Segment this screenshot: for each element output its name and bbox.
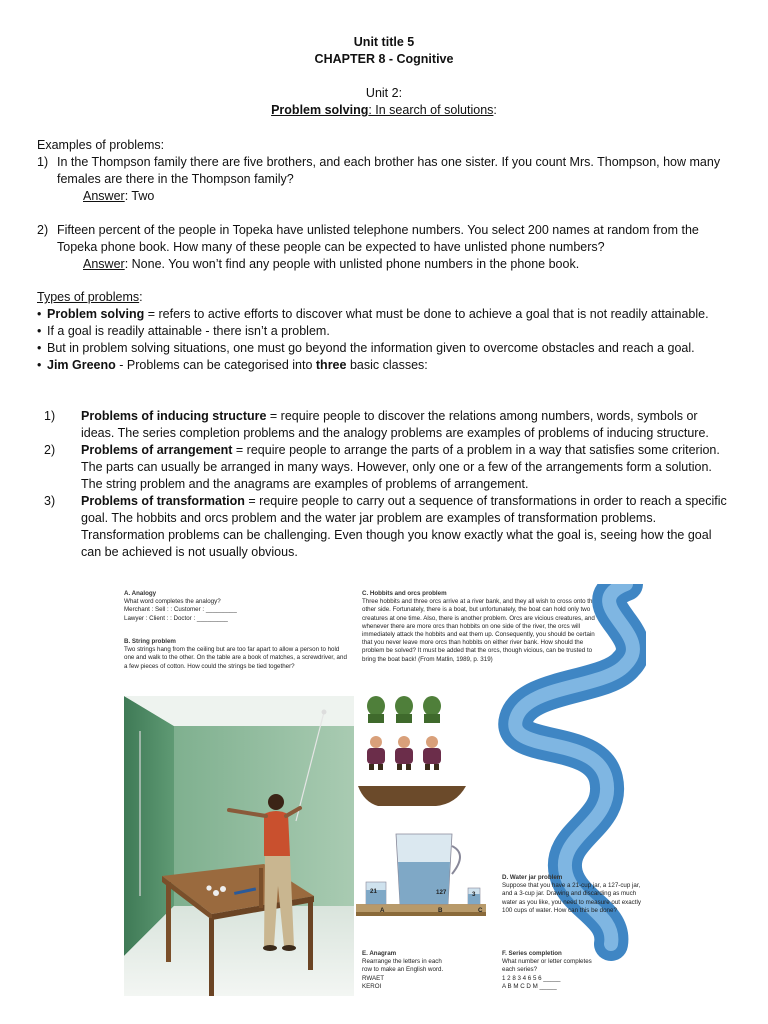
chapter-title: CHAPTER 8 - Cognitive <box>314 52 454 66</box>
examples-heading: Examples of problems: <box>37 138 165 152</box>
anagram-title: E. Anagram <box>362 950 397 957</box>
bullet-text: If a goal is readily attainable - there isn’t a problem. <box>47 324 330 338</box>
analogy-line: Lawyer : Client : : Doctor : _________ <box>124 614 228 622</box>
example-answer <box>37 256 737 273</box>
anagram-block <box>362 950 482 991</box>
class-description: = require people to discover the relations among numbers, words, symbols or ideas. The series completion problems and the analogy problems are examples of problems of inducing structure. <box>81 409 709 440</box>
class-text <box>44 493 734 561</box>
jar-a-number: 21 <box>370 888 377 895</box>
string-block <box>124 638 349 671</box>
waterjar-text: Suppose that you have a 21-cup jar, a 127-cup jar, and a 3-cup jar. Drawing and discarding as much water as you like, you need to measure out exactly 100 cups of water. How can this be done? <box>502 882 641 914</box>
bullet-bold: Problem solving <box>47 307 145 321</box>
anagram-line: row to make an English word. <box>362 966 444 974</box>
bullet-item <box>37 306 737 323</box>
boat-icon <box>358 786 466 806</box>
analogy-block <box>124 590 349 623</box>
bullet-icon: • <box>37 307 42 321</box>
jar-b-number: 127 <box>436 889 447 896</box>
answer-label: Answer <box>83 257 125 271</box>
transformation-illustrations <box>356 584 646 996</box>
types-heading-end: : <box>139 290 143 304</box>
series-title: F. Series completion <box>502 950 562 957</box>
unit-subtitle <box>0 102 768 119</box>
bullet-bold-2: three <box>315 358 347 372</box>
string-problem-illustration <box>124 696 354 996</box>
anagram-line: KEROI <box>362 982 382 990</box>
types-heading-label: Types of problems <box>37 290 140 304</box>
class-item <box>44 493 734 561</box>
types-heading <box>37 289 737 306</box>
example-number: 1) <box>37 155 49 169</box>
analogy-title: A. Analogy <box>124 590 157 597</box>
unit-title: Unit title 5 <box>353 35 415 49</box>
bullet-text: But in problem solving situations, one must go beyond the information given to overcome obstacles and reach a goal. <box>47 341 695 355</box>
bullet-item <box>37 323 737 340</box>
jar-c-number: 3 <box>472 891 476 898</box>
example-answer <box>37 188 737 205</box>
types-section <box>37 289 737 374</box>
example-item <box>37 222 737 273</box>
series-block <box>502 950 642 991</box>
bullet-icon: • <box>37 324 42 338</box>
jar-c-label: C <box>478 907 483 914</box>
jar-b-label: B <box>438 907 443 914</box>
example-number: 2) <box>37 223 49 237</box>
answer-text: : Two <box>124 189 155 203</box>
class-item <box>44 442 734 493</box>
subtitle-main: Problem solving <box>271 103 369 117</box>
answer-text: : None. You won’t find any people with unlisted phone numbers in the phone book. <box>124 257 580 271</box>
anagram-line: Rearrange the letters in each <box>362 958 442 966</box>
series-line: 1 2 8 3 4 6 5 6 _____ <box>502 974 561 982</box>
bullet-text-2: basic classes: <box>346 358 428 372</box>
subtitle-rest: : In search of solutions <box>368 103 494 117</box>
string-text: Two strings hang from the ceiling but are too far apart to allow a person to hold one and walk to the other. On the table are a book of matches, a screwdriver, and a few pieces of cotton. How could the strings be tied together? <box>124 646 347 670</box>
analogy-line: Merchant : Sell : : Customer : _________ <box>124 606 237 614</box>
class-number: 3) <box>44 494 56 508</box>
hobbit-icon <box>367 736 441 770</box>
bullet-text: - Problems can be categorised into <box>115 358 316 372</box>
class-text <box>44 408 734 442</box>
subtitle-end: : <box>493 103 497 117</box>
bullet-item <box>37 357 737 374</box>
hobbits-title: C. Hobbits and orcs problem <box>362 590 447 597</box>
problem-types-figure <box>124 584 646 996</box>
problem-classes <box>44 408 734 561</box>
series-line: each series? <box>502 966 538 974</box>
class-description: = require people to arrange the parts of a problem in a way that satisfies some criterion. The parts can usually be arranged in many ways. However, only one or a few of the arrangements form a solution. The string problem and the anagrams are examples of problems of arrangement. <box>81 443 720 491</box>
examples-section <box>37 137 737 273</box>
class-text <box>44 442 734 493</box>
waterjar-block <box>502 874 642 915</box>
bullet-icon: • <box>37 358 42 372</box>
bullet-bold: Jim Greeno <box>47 358 116 372</box>
string-title: B. String problem <box>124 638 176 645</box>
class-item <box>44 408 734 442</box>
class-title: Problems of transformation <box>81 494 245 508</box>
jar-a-label: A <box>380 907 385 914</box>
class-number: 1) <box>44 409 56 423</box>
anagram-line: RWAET <box>362 974 384 982</box>
bullet-text: = refers to active efforts to discover what must be done to achieve a goal that is not readily attainable. <box>144 307 709 321</box>
class-title: Problems of arrangement <box>81 443 233 457</box>
bullet-icon: • <box>37 341 42 355</box>
answer-label: Answer <box>83 189 125 203</box>
analogy-line: What word completes the analogy? <box>124 598 221 606</box>
example-question: In the Thompson family there are five brothers, and each brother has one sister. If you count Mrs. Thompson, how many females are there in the Thompson family? <box>57 155 721 186</box>
hobbits-text: Three hobbits and three orcs arrive at a river bank, and they all wish to cross onto the other side. Fortunately, there is a boat, but unfortunately, the boat can hold only two creatures at one time. Also, there is another problem. Orcs are vicious creatures, and whenever there are more orcs than hobbits on one side of the river, the orcs will immediately attack the hobbits and eat them up. Consequently, you should be certain that you never leave more orcs than hobbits on either river bank. How should the problem be solved? It must be added that the orcs, though vicious, can be trusted to bring the boat back! (From Matlin, 1989, p. 319) <box>362 598 596 663</box>
bullet-item <box>37 340 737 357</box>
example-item <box>37 154 737 205</box>
series-line: A B M C D M _____ <box>502 982 557 990</box>
unit-number: Unit 2: <box>365 86 403 100</box>
orc-icon <box>367 696 441 723</box>
class-title: Problems of inducing structure <box>81 409 267 423</box>
series-line: What number or letter completes <box>502 958 592 966</box>
waterjar-title: D. Water jar problem <box>502 874 563 881</box>
class-description: = require people to carry out a sequence of transformations in order to reach a specific goal. The hobbits and orcs problem and the water jar problem are examples of transformation problems. Transformation problems can be challenging. Even though you know exactly what the goal is, seeing how the goal can be achieved is not usually obvious. <box>81 494 727 559</box>
example-question: Fifteen percent of the people in Topeka have unlisted telephone numbers. You select 200 names at random from the Topeka phone book. How many of these people can be expected to have unlisted phone numbers? <box>57 223 699 254</box>
class-number: 2) <box>44 443 56 457</box>
